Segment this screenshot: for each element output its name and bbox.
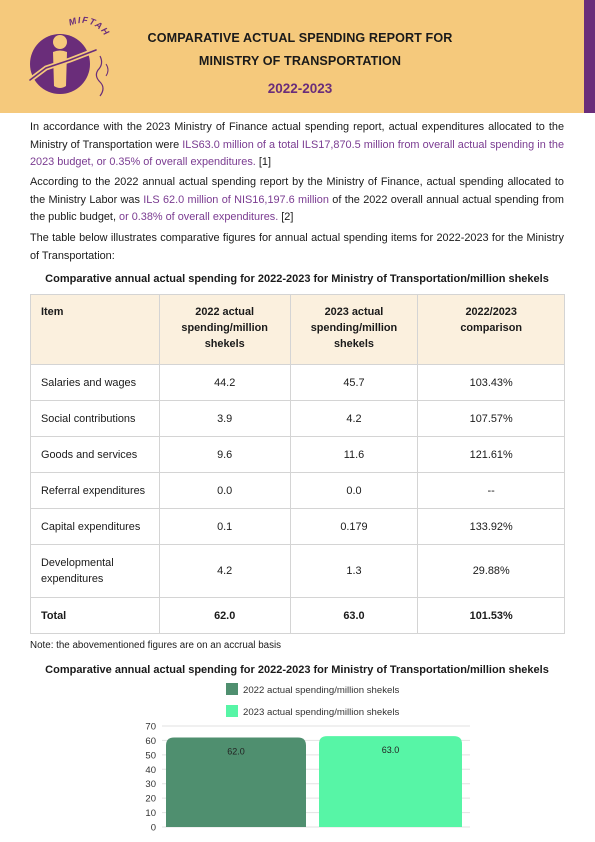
total-2022: 62.0 [159,598,290,634]
y-tick-label: 60 [145,735,156,747]
y-tick-label: 10 [145,808,156,820]
intro-paragraph-3: The table below illustrates comparative figures for annual actual spending items for 2022-2023 for the Ministry of Transportation: [30,232,564,262]
row-2023: 4.2 [290,401,418,437]
row-2022: 9.6 [159,437,290,473]
miftah-logo [22,6,122,102]
intro-paragraph-1: In accordance with the 2023 Ministry of Finance actual spending report, actual expenditures allocated to the Ministry of Transportation were ILS63.0 million of a total ILS17,870.5 million from overall actual spending in the 2023 budget, or 0.35% of overall expenditures. [1] [30,121,565,168]
y-tick-label: 40 [145,764,156,776]
row-item: Capital expenditures [31,509,160,545]
row-comparison: 29.88% [418,545,565,598]
row-item: Social contributions [31,401,160,437]
row-2022: 0.0 [159,473,290,509]
y-tick-label: 30 [145,779,156,791]
accrual-note: Note: the abovementioned figures are on an accrual basis [30,640,282,651]
table-row [31,365,565,401]
row-item: Developmental expenditures [31,545,160,598]
highlight-2022-total: ILS 62.0 million of NIS16,197.6 million [143,193,329,206]
header-accent-strip [584,0,595,113]
bar-data-label: 63.0 [381,745,400,756]
row-comparison: 121.61% [418,437,565,473]
svg-text:MIFTAH [67,15,111,38]
chart-title: Comparative annual actual spending for 2022-2023 for Ministry of Transportation/million shekels [45,664,549,676]
row-item: Referral expenditures [31,473,160,509]
table-total-row [31,598,565,634]
total-item: Total [31,598,160,634]
table-caption: Comparative annual actual spending for 2022-2023 for Ministry of Transportation/million shekels [45,273,549,285]
logo-text: MIFTAH [67,14,112,38]
table-row [31,437,565,473]
y-tick-label: 50 [145,750,156,762]
header-item: Item [31,295,160,365]
row-item: Salaries and wages [31,365,160,401]
row-2022: 4.2 [159,545,290,598]
row-comparison: 133.92% [418,509,565,545]
table-row [31,401,565,437]
y-tick-label: 0 [150,822,156,834]
spending-table [30,294,565,634]
highlight-2022-share: or 0.38% of overall expenditures. [119,211,279,223]
header-2022: 2022 actual spending/million shekels [159,295,290,365]
row-comparison: 107.57% [418,401,565,437]
row-2022: 3.9 [159,401,290,437]
row-2023: 1.3 [290,545,418,598]
row-2022: 44.2 [159,365,290,401]
highlight-2023-total: ILS63.0 million of a total ILS17,870.5 million from overall actual spending in the 2023 budget, or 0.35% of overall expenditures. [30,138,565,168]
legend-label-2022: 2022 actual spending/million shekels [243,685,400,696]
table-header-row [31,295,565,365]
legend-swatch-2022 [226,683,238,695]
spending-bar-chart [0,715,595,842]
row-comparison: -- [418,473,565,509]
row-2023: 0.179 [290,509,418,545]
table-row [31,509,565,545]
bar-data-label: 62.0 [227,746,245,757]
row-2023: 45.7 [290,365,418,401]
header-comparison: 2022/2023 comparison [418,295,565,365]
report-title-line1: COMPARATIVE ACTUAL SPENDING REPORT FOR [147,31,453,45]
table-row [31,473,565,509]
legend-label-2023: 2023 actual spending/million shekels [243,707,400,718]
intro-paragraph-2: According to the 2022 annual actual spending report by the Ministry of Finance, actual spending allocated to the Ministry Labor was ILS 62.0 million of NIS16,197.6 million of the 2022 overall annual actual spending from the public budget, or 0.38% of overall expenditures. [2] [30,176,564,223]
row-2023: 11.6 [290,437,418,473]
total-comparison: 101.53% [418,598,565,634]
row-item: Goods and services [31,437,160,473]
table-row [31,545,565,598]
y-tick-label: 20 [145,793,156,805]
row-2022: 0.1 [159,509,290,545]
legend-2022 [226,683,399,696]
report-year: 2022-2023 [267,81,333,96]
report-title-line2: MINISTRY OF TRANSPORTATION [198,54,402,68]
row-comparison: 103.43% [418,365,565,401]
total-2023: 63.0 [290,598,418,634]
y-tick-label: 70 [145,721,156,733]
header-2023: 2023 actual spending/million shekels [290,295,418,365]
row-2023: 0.0 [290,473,418,509]
